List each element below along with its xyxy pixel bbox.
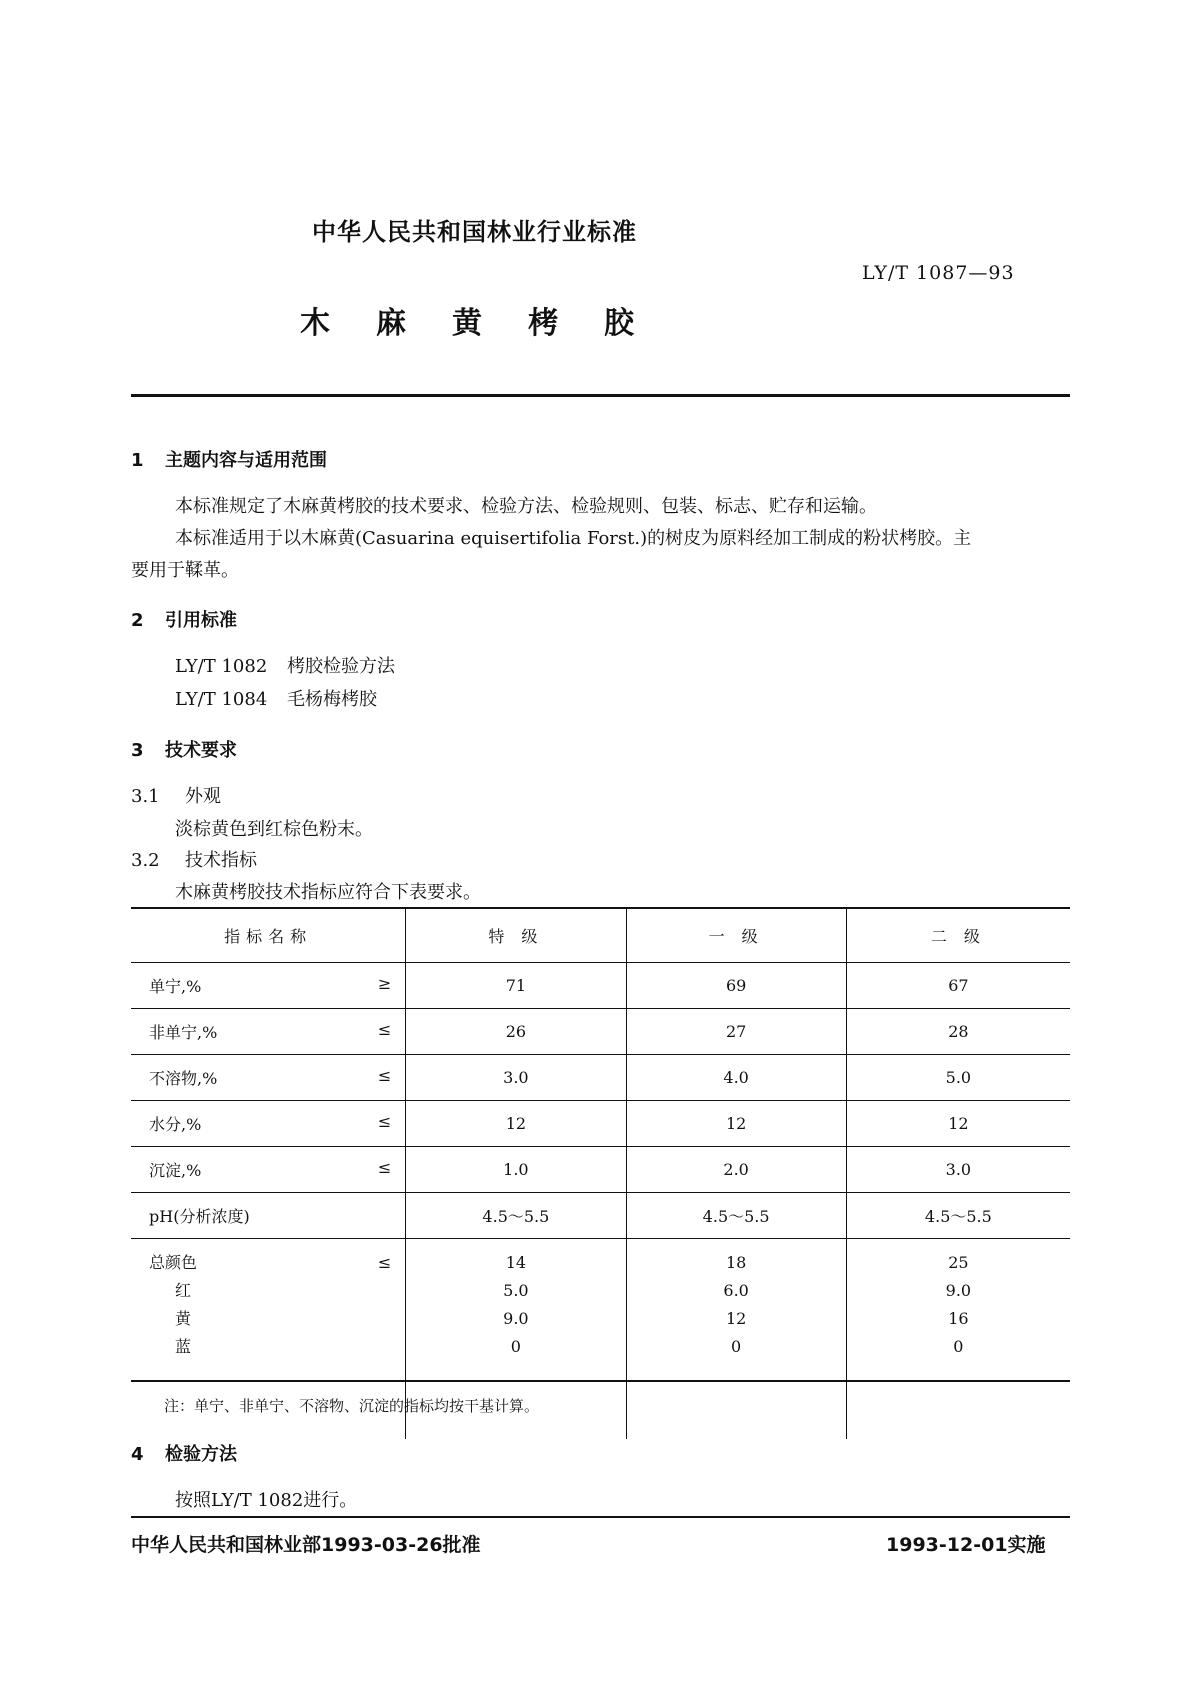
- table-cell: 2.0: [626, 1147, 846, 1193]
- table-cell: 28: [846, 1009, 1070, 1055]
- indicator-name: pH(分析浓度): [149, 1207, 250, 1226]
- section-number: 2: [131, 610, 144, 631]
- table-cell: 12: [846, 1101, 1070, 1147]
- table-row: [131, 1055, 1070, 1101]
- column-header: 指标名称: [131, 908, 406, 963]
- indicator-name: 水分,%: [149, 1115, 202, 1134]
- color-sub-label: 蓝: [175, 1337, 192, 1356]
- approval-line: 中华人民共和国林业部1993-03-26批准: [131, 1534, 481, 1556]
- section-3-heading: [131, 736, 237, 762]
- color-value: 9.0: [503, 1309, 529, 1328]
- indicator-name: 不溶物,%: [149, 1069, 218, 1088]
- color-value: 0: [953, 1337, 964, 1356]
- subsection-title: 技术指标: [185, 850, 257, 871]
- table-bottom-rule: [131, 1380, 1070, 1382]
- column-header: 特 级: [406, 908, 626, 963]
- column-header: 一 级: [626, 908, 846, 963]
- reference-name: 栲胶检验方法: [287, 656, 395, 677]
- table-cell: 69: [626, 963, 846, 1009]
- subsection-3-1-text: 淡棕黄色到红棕色粉末。: [175, 819, 373, 840]
- section-1-heading: [131, 446, 327, 472]
- color-sub-label: 黄: [175, 1309, 192, 1328]
- standard-code: LY/T 1087—93: [862, 262, 1015, 284]
- reference-name: 毛杨梅栲胶: [287, 689, 377, 710]
- comparison-operator: ≤: [377, 1020, 392, 1039]
- color-value: 6.0: [723, 1281, 749, 1300]
- indicator-name: 单宁,%: [149, 977, 202, 996]
- table-cell: 71: [406, 963, 626, 1009]
- indicator-name: 沉淀,%: [149, 1161, 202, 1180]
- indicator-name: 非单宁,%: [149, 1023, 218, 1042]
- implementation-date: 1993-12-01实施: [886, 1534, 1046, 1556]
- section-2-heading: [131, 606, 237, 632]
- indicator-cell: [131, 1101, 406, 1147]
- org-title: 中华人民共和国林业行业标准: [312, 218, 637, 246]
- table-cell: 4.5～5.5: [406, 1193, 626, 1239]
- table-cell: 26: [406, 1009, 626, 1055]
- subsection-title: 外观: [185, 786, 221, 807]
- subsection-3-1-heading: [131, 782, 221, 808]
- table-cell: [626, 1239, 846, 1440]
- table-cell: 1.0: [406, 1147, 626, 1193]
- color-sub-label: 红: [175, 1281, 192, 1300]
- color-value: 25: [948, 1253, 969, 1272]
- reference-item: [175, 685, 377, 711]
- subsection-number: 3.1: [131, 786, 160, 807]
- color-value: 16: [948, 1309, 969, 1328]
- column-header: 二 级: [846, 908, 1070, 963]
- reference-code: LY/T 1082: [175, 656, 268, 677]
- indicator-cell: [131, 1193, 406, 1239]
- table-row: [131, 963, 1070, 1009]
- table-row: [131, 1147, 1070, 1193]
- table-cell: 12: [406, 1101, 626, 1147]
- table-cell: 5.0: [846, 1055, 1070, 1101]
- indicator-cell: [131, 1147, 406, 1193]
- comparison-operator: ≥: [377, 974, 392, 993]
- indicator-cell: [131, 1055, 406, 1101]
- color-value: 5.0: [503, 1281, 529, 1300]
- color-value: 12: [725, 1309, 747, 1328]
- table-cell: [846, 1239, 1070, 1440]
- section-title: 技术要求: [165, 740, 237, 761]
- comparison-operator: ≤: [377, 1158, 392, 1177]
- indicator-name: 总颜色: [149, 1253, 198, 1272]
- table-cell: 3.0: [846, 1147, 1070, 1193]
- color-value: 14: [505, 1253, 527, 1272]
- section-title: 检验方法: [165, 1444, 237, 1465]
- reference-code: LY/T 1084: [175, 689, 268, 710]
- section-number: 3: [131, 740, 144, 761]
- color-value: 9.0: [945, 1281, 972, 1300]
- table-cell: 67: [846, 963, 1070, 1009]
- table-note: 注：单宁、非单宁、不溶物、沉淀的指标均按干基计算。: [164, 1397, 540, 1415]
- section-title: 引用标准: [165, 610, 237, 631]
- section-4-heading: [131, 1440, 237, 1466]
- section-4-text: 按照LY/T 1082进行。: [175, 1490, 358, 1511]
- section-number: 1: [131, 450, 144, 471]
- color-value: 0: [731, 1337, 742, 1356]
- comparison-operator: ≤: [377, 1066, 392, 1085]
- table-cell: 12: [626, 1101, 846, 1147]
- subsection-number: 3.2: [131, 850, 160, 871]
- table-row: [131, 1101, 1070, 1147]
- reference-item: [175, 652, 395, 678]
- table-cell: 4.5～5.5: [846, 1193, 1070, 1239]
- subsection-3-2-heading: [131, 846, 257, 872]
- indicator-cell: [131, 963, 406, 1009]
- comparison-operator: ≤: [377, 1112, 392, 1131]
- comparison-operator: ≤: [377, 1253, 392, 1272]
- color-value: 0: [510, 1337, 521, 1356]
- section-1-para-1: 本标准规定了木麻黄栲胶的技术要求、检验方法、检验规则、包装、标志、贮存和运输。: [175, 496, 877, 517]
- section-number: 4: [131, 1444, 144, 1465]
- subsection-3-2-text: 木麻黄栲胶技术指标应符合下表要求。: [175, 882, 481, 903]
- table-row: [131, 1009, 1070, 1055]
- table-cell: 3.0: [406, 1055, 626, 1101]
- table-cell: 4.0: [626, 1055, 846, 1101]
- table-cell: 27: [626, 1009, 846, 1055]
- section-title: 主题内容与适用范围: [165, 450, 327, 471]
- spec-table: [131, 908, 1070, 1439]
- doc-title: 木麻黄栲胶: [300, 306, 680, 341]
- section-1-para-2-cont: 要用于鞣革。: [131, 560, 239, 581]
- header-rule: [131, 394, 1070, 397]
- color-value: 18: [725, 1253, 747, 1272]
- table-header-row: [131, 908, 1070, 963]
- footer-rule: [131, 1516, 1070, 1518]
- indicator-cell: [131, 1009, 406, 1055]
- section-1-para-2: 本标准适用于以木麻黄(Casuarina equisertifolia Forst.)的树皮为原料经加工制成的粉状栲胶。主: [175, 528, 972, 549]
- table-row: [131, 1193, 1070, 1239]
- table-cell: 4.5～5.5: [626, 1193, 846, 1239]
